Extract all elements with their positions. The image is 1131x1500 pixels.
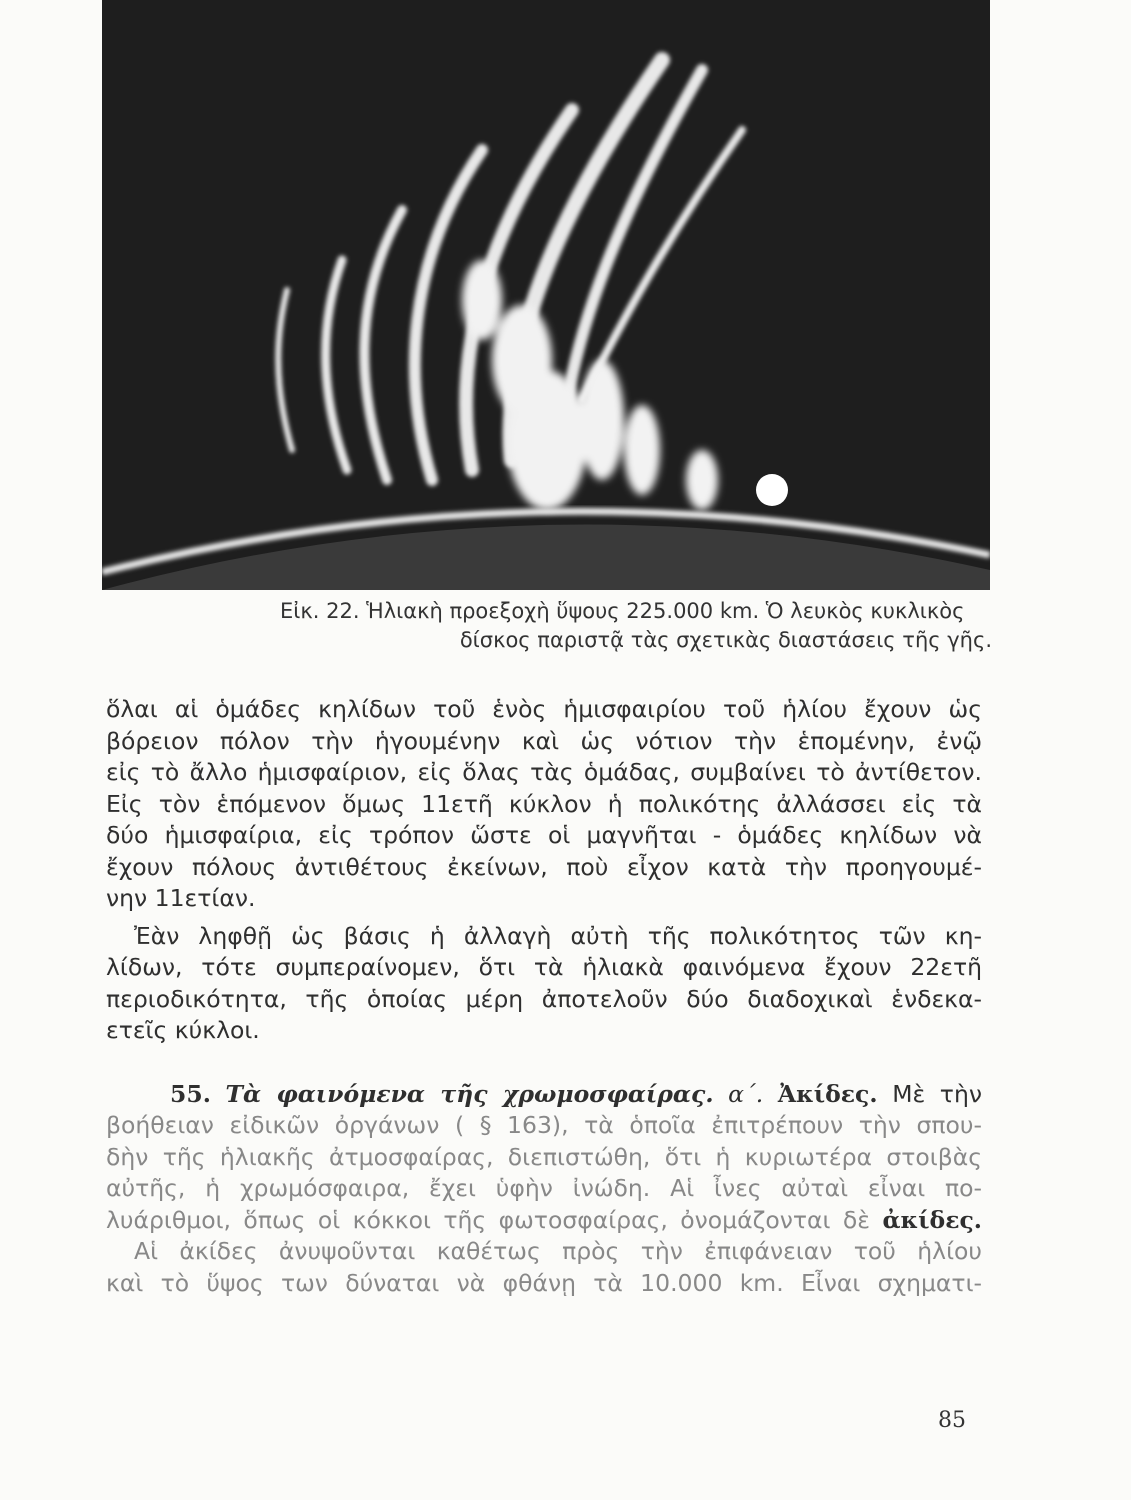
prominence-blob <box>686 450 718 510</box>
text-line: εἰς τὸ ἄλλο ἡμισφαίριον, εἰς ὅλας τὰς ὁμάδας, συμβαίνει τὸ ἀντίθετον. <box>106 758 982 786</box>
figure-caption <box>280 597 992 655</box>
section-number: 55. <box>170 1079 211 1108</box>
text-fragment: λυάριθμοι, ὅπως οἱ κόκκοι τῆς φωτοσφαίρας, ὀνομάζονται δὲ <box>106 1205 871 1234</box>
prominence-blob <box>462 260 502 340</box>
text-line: Εἰς τὸν ἑπόμενον ὅμως 11ετῆ κύκλον ἡ πολικότης ἀλλάσσει εἰς τὰ <box>106 789 982 818</box>
prominence-blob <box>492 305 552 415</box>
text-line: δὴν τῆς ἡλιακῆς ἀτμοσφαίρας, διεπιστώθη, ὅτι ἡ κυριωτέρα στοιβὰς <box>106 1142 982 1171</box>
caption-line: δίσκος παριστᾷ τὰς σχετικὰς διαστάσεις τῆς γῆς. <box>459 628 992 652</box>
paragraph <box>106 694 982 915</box>
text-line: ὅλαι αἱ ὁμάδες κηλίδων τοῦ ἑνὸς ἡμισφαιρίου τοῦ ἡλίου ἔχουν ὡς <box>106 695 982 723</box>
body-text <box>106 694 982 1299</box>
text-line: καὶ τὸ ὕψος των δύναται νὰ φθάνῃ τὰ 10.000 km. Εἶναι σχηματι- <box>106 1268 982 1297</box>
prominence-blob <box>624 405 660 495</box>
text-line: αὐτῆς, ἡ χρωμόσφαιρα, ἔχει ὑφὴν ἰνώδη. Αἱ ἶνες αὐταὶ εἶναι πο- <box>106 1174 982 1202</box>
prominence-blob <box>580 360 624 480</box>
paragraph <box>106 1236 982 1268</box>
text-fragment: Μὲ τὴν <box>892 1079 982 1108</box>
text-line <box>106 1205 982 1237</box>
page-number: 85 <box>938 1408 966 1433</box>
paragraph <box>106 921 982 953</box>
text-line: Ἐὰν ληφθῇ ὡς βάσις ἡ ἀλλαγὴ αὐτὴ τῆς πολικότητος τῶν κη- <box>134 921 982 950</box>
subsection-heading: Ἀκίδες. <box>777 1079 878 1108</box>
text-line: περιοδικότητα, τῆς ὁποίας μέρη ἀποτελοῦν δύο διαδοχικαὶ ἑνδεκα- <box>106 984 982 1013</box>
text-line: ετεῖς κύκλοι. <box>106 1016 260 1044</box>
term-akides: ἀκίδες. <box>882 1205 982 1234</box>
paragraph-continued <box>106 1268 982 1300</box>
text-line: βόρειον πόλον τὴν ἡγουμένην καὶ ὡς νότιον τὴν ἑπομένην, ἐνῷ <box>106 726 982 755</box>
section-title: Τὰ φαινόμενα τῆς χρωμοσφαίρας. <box>225 1079 714 1108</box>
text-line: νην 11ετίαν. <box>106 884 256 912</box>
text-line: βοήθειαν εἰδικῶν ὀργάνων ( § 163), τὰ ὁποῖα ἐπιτρέπουν τὴν σπου- <box>106 1111 982 1139</box>
text-line: λίδων, τότε συμπεραίνομεν, ὅτι τὰ ἡλιακὰ φαινόμενα ἔχουν 22ετῆ <box>106 953 982 981</box>
earth-size-disc <box>756 474 788 506</box>
caption-line: Εἰκ. 22. Ἡλιακὴ προεξοχὴ ὕψους 225.000 km. Ὁ λευκὸς κυκλικὸς <box>280 599 965 623</box>
solar-prominence-figure <box>102 0 990 590</box>
text-line: Αἱ ἀκίδες ἀνυψοῦνται καθέτως πρὸς τὴν ἐπιφάνειαν τοῦ ἡλίου <box>134 1237 982 1265</box>
paragraph-continued <box>106 952 982 1047</box>
solar-prominence-photo <box>102 0 990 590</box>
subsection-label: α΄. <box>728 1079 764 1108</box>
text-line: ἔχουν πόλους ἀντιθέτους ἐκείνων, ποὺ εἶχον κατὰ τὴν προηγουμέ- <box>106 852 982 881</box>
section-heading-line <box>106 1079 982 1111</box>
text-line: δύο ἡμισφαίρια, εἰς τρόπον ὥστε οἱ μαγνῆται - ὁμάδες κηλίδων νὰ <box>106 821 982 849</box>
section-55 <box>106 1079 982 1237</box>
